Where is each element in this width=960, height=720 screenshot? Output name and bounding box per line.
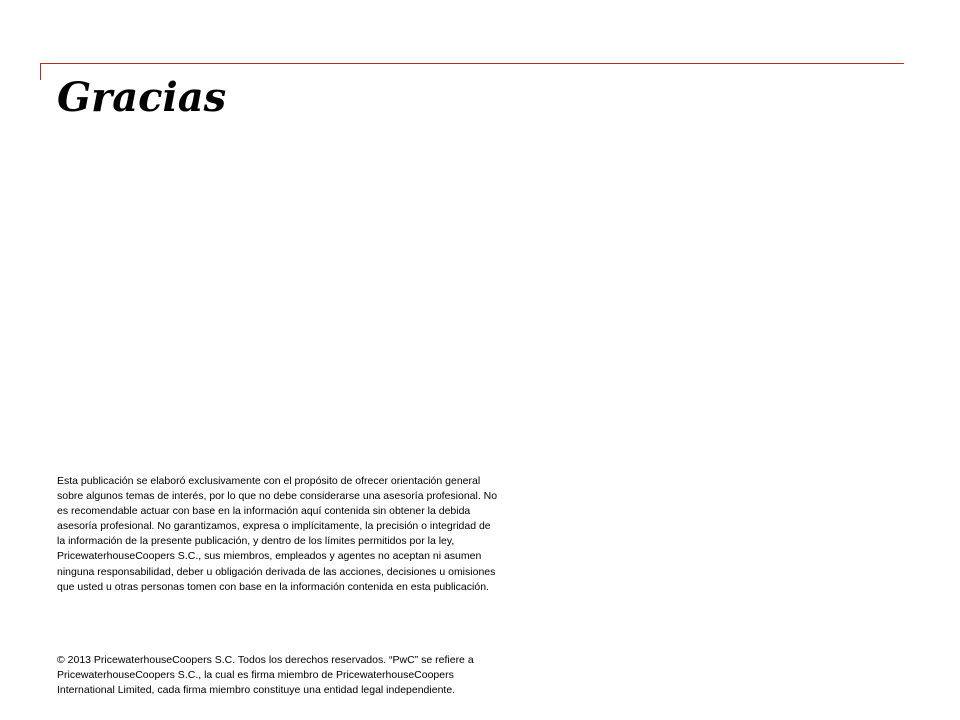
copyright-notice bbox=[57, 653, 577, 698]
disclaimer-line: es recomendable actuar con base en la información aquí contenida sin obtener la debida bbox=[57, 505, 471, 518]
disclaimer-line: la información de la presente publicación, y dentro de los límites permitidos por la ley, bbox=[57, 535, 455, 548]
copyright-line: International Limited, cada firma miembro constituye una entidad legal independiente. bbox=[57, 684, 456, 697]
disclaimer-line: ninguna responsabilidad, deber u obligación derivada de las acciones, decisiones u omisiones bbox=[57, 565, 496, 578]
disclaimer-text bbox=[57, 474, 577, 595]
disclaimer-line: que usted u otras personas tomen con base en la información contenida en esta publicación. bbox=[57, 580, 489, 593]
disclaimer-line: Esta publicación se elaboró exclusivamente con el propósito de ofrecer orientación general bbox=[57, 475, 481, 487]
title-rule-vertical bbox=[40, 63, 41, 80]
disclaimer-line: PricewaterhouseCoopers S.C., sus miembros, empleados y agentes no aceptan ni asumen bbox=[57, 550, 482, 563]
copyright-line: PricewaterhouseCoopers S.C., la cual es firma miembro de PricewaterhouseCoopers bbox=[57, 669, 454, 682]
disclaimer-line: sobre algunos temas de interés, por lo que no debe considerarse una asesoría profesional. No bbox=[57, 490, 498, 503]
title-rule-horizontal bbox=[40, 63, 904, 64]
slide-title: Gracias bbox=[57, 74, 227, 121]
disclaimer-line: asesoría profesional. No garantizamos, expresa o implícitamente, la precisión o integridad de bbox=[57, 520, 491, 533]
copyright-line: © 2013 PricewaterhouseCoopers S.C. Todos los derechos reservados. “PwC” se refiere a bbox=[57, 654, 474, 666]
